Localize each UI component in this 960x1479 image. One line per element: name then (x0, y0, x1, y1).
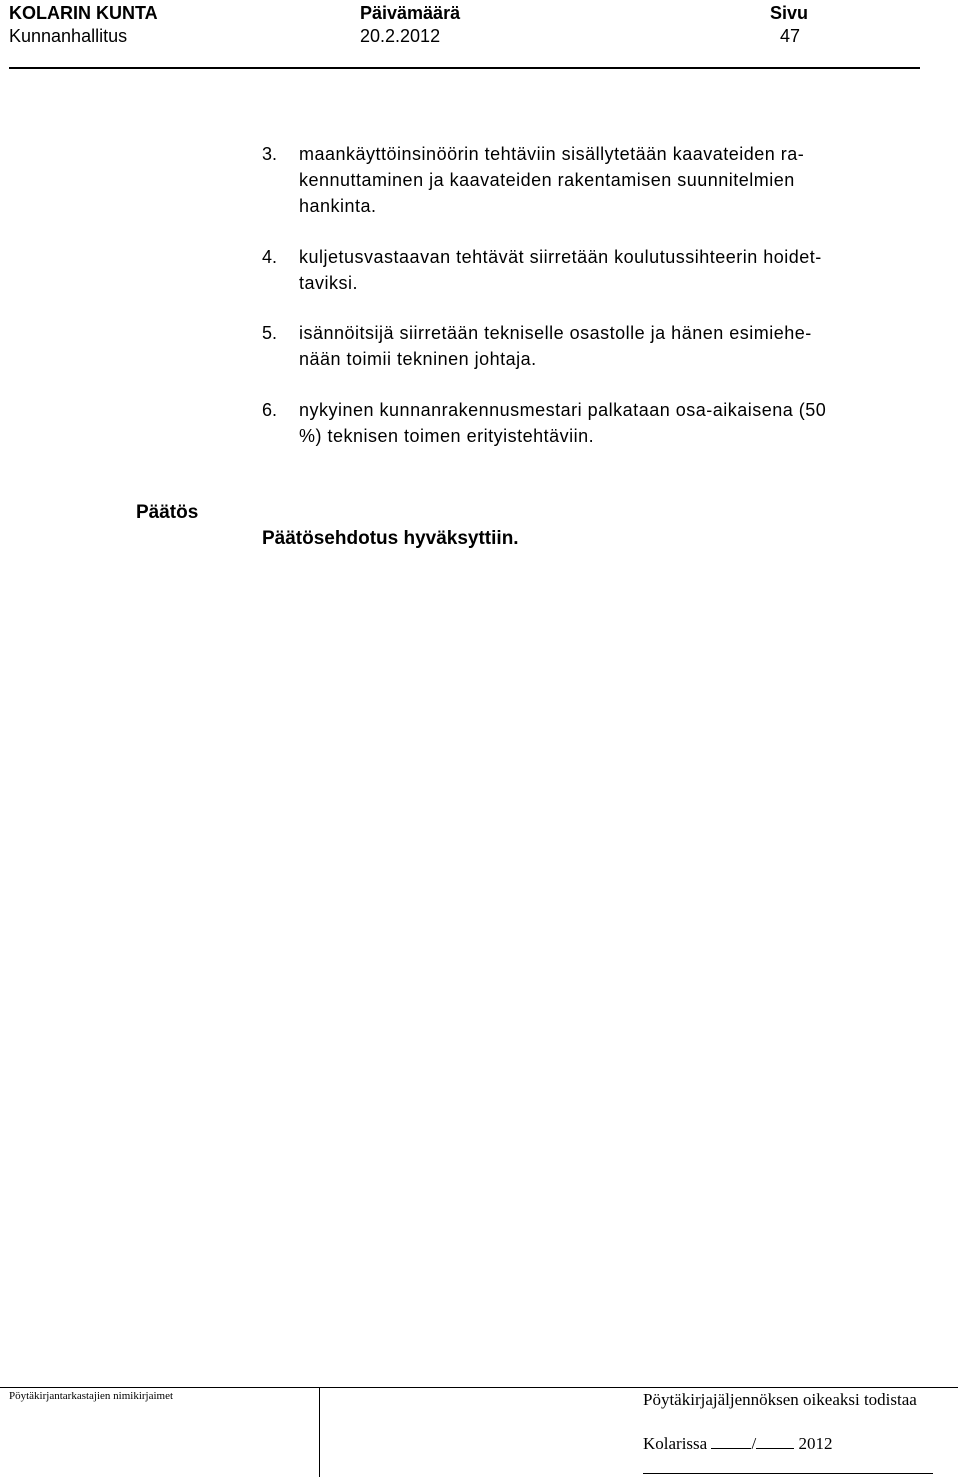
item-line: isännöitsijä siirretään tekniselle osastolle ja hänen esimiehe- (299, 323, 812, 343)
year-text: 2012 (798, 1434, 833, 1453)
day-blank (711, 1434, 751, 1449)
item-number: 3. (262, 144, 278, 164)
footer-divider (319, 1387, 320, 1477)
page-label: Sivu (770, 3, 809, 23)
item-line: nykyinen kunnanrakennusmestari palkataan osa-aikaisena (50 (299, 400, 827, 420)
item-text (299, 397, 950, 449)
org-name: KOLARIN KUNTA (9, 3, 158, 23)
date-line (643, 1434, 832, 1454)
item-line: kennuttaminen ja kaavateiden rakentamisen suunnitelmien (299, 170, 795, 190)
place-text: Kolarissa (643, 1434, 708, 1453)
date-label: Päivämäärä (360, 3, 461, 23)
date-value: 20.2.2012 (360, 26, 441, 46)
item-line: hankinta. (299, 196, 377, 216)
item-text (299, 244, 950, 296)
item-number: 5. (262, 323, 278, 343)
item-text (299, 320, 950, 372)
item-line: nään toimii tekninen johtaja. (299, 349, 537, 369)
decision-text: Päätösehdotus hyväksyttiin. (262, 528, 519, 549)
signatures-label: Pöytäkirjantarkastajien nimikirjaimet (9, 1390, 174, 1402)
month-blank (756, 1434, 794, 1449)
item-line: taviksi. (299, 273, 359, 293)
item-text (299, 141, 950, 219)
footer-rule (0, 1387, 958, 1388)
page-number: 47 (780, 26, 801, 46)
item-number: 6. (262, 400, 278, 420)
date-slash: / (751, 1434, 757, 1453)
body-name: Kunnanhallitus (9, 26, 128, 46)
signature-line (643, 1473, 933, 1474)
header-rule (9, 67, 920, 69)
item-line: maankäyttöinsinöörin tehtäviin sisällytetään kaavateiden ra- (299, 144, 805, 164)
item-number: 4. (262, 247, 278, 267)
decision-label: Päätös (136, 502, 199, 523)
item-line: kuljetusvastaavan tehtävät siirretään koulutussihteerin hoidet- (299, 247, 822, 267)
item-line: %) teknisen toimen erityistehtäviin. (299, 426, 595, 446)
certify-label: Pöytäkirjajäljennöksen oikeaksi todistaa (643, 1390, 917, 1409)
